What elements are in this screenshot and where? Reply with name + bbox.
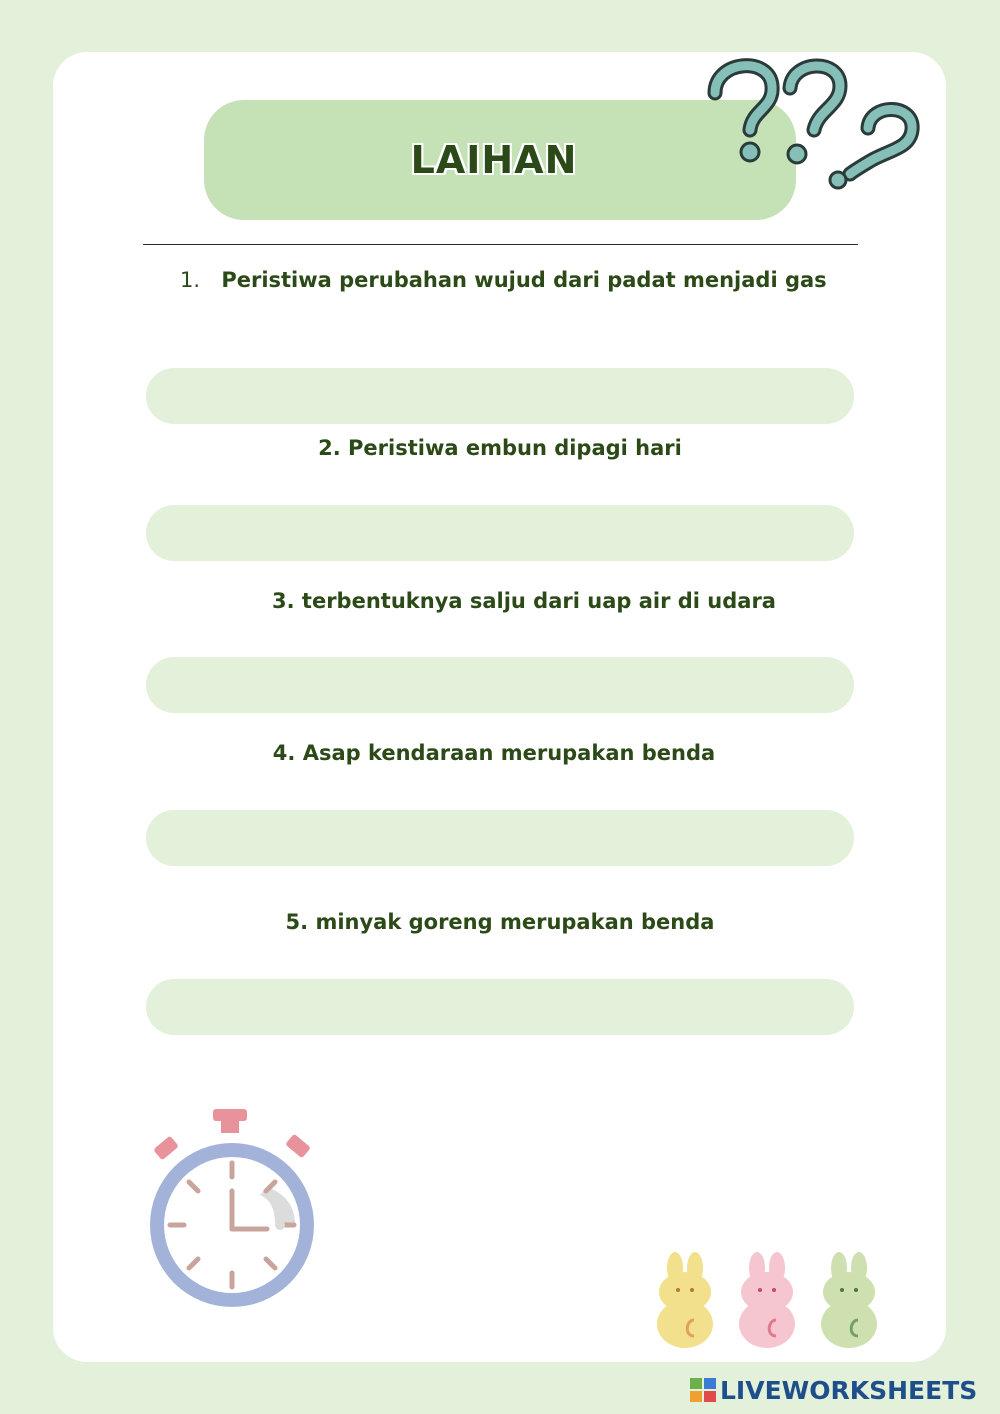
question-2: 2. Peristiwa embun dipagi hari xyxy=(318,436,682,460)
divider xyxy=(143,244,858,245)
stopwatch-icon xyxy=(135,1105,335,1325)
answer-field-5[interactable] xyxy=(146,979,854,1035)
answer-field-2[interactable] xyxy=(146,505,854,561)
question-1-text: Peristiwa perubahan wujud dari padat menjadi gas xyxy=(221,268,827,292)
answer-field-1[interactable] xyxy=(146,368,854,424)
question-3: 3. terbentuknya salju dari uap air di udara xyxy=(272,589,776,613)
answer-field-3[interactable] xyxy=(146,657,854,713)
bunny-toys-icon xyxy=(650,1250,890,1350)
question-1-number: 1. xyxy=(180,268,201,292)
question-marks-icon xyxy=(700,48,930,198)
page-title: LAIHAN xyxy=(410,138,578,182)
answer-field-4[interactable] xyxy=(146,810,854,866)
footer-brand-text: LIVEWORKSHEETS xyxy=(720,1375,978,1405)
liveworksheets-logo-icon xyxy=(690,1378,718,1402)
question-4: 4. Asap kendaraan merupakan benda xyxy=(272,741,716,765)
question-5: 5. minyak goreng merupakan benda xyxy=(285,910,715,934)
question-1 xyxy=(180,262,830,298)
footer-brand xyxy=(690,1372,990,1408)
